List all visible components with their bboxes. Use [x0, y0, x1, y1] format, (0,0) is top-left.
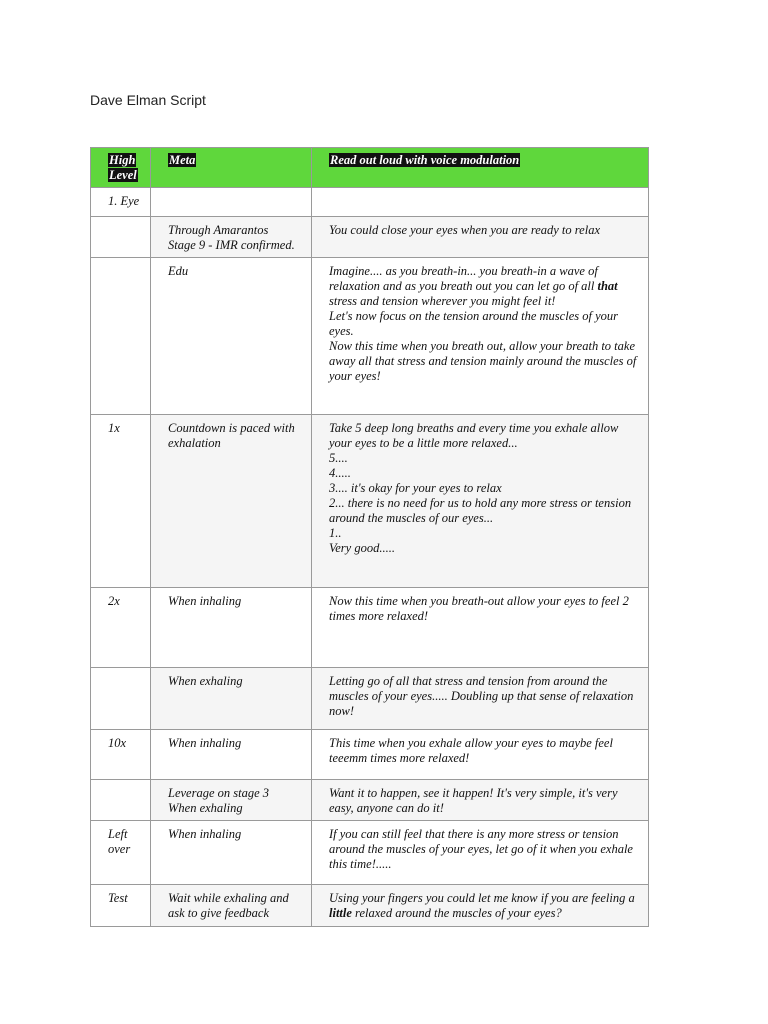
table-row	[91, 217, 649, 258]
table-row	[91, 780, 649, 821]
script-line: 2... there is no need for us to hold any more stress or tension around the muscles of our eyes...	[329, 496, 632, 525]
level-cell	[91, 668, 151, 730]
level-cell: 1x	[91, 415, 151, 588]
script-cell	[312, 780, 649, 821]
script-line: This time when you exhale allow your eyes to maybe feel teeemm times more relaxed!	[329, 736, 613, 765]
meta-line: When inhaling	[168, 827, 242, 841]
table-row	[91, 415, 649, 588]
table-row	[91, 885, 649, 927]
script-line: Using your fingers you could let me know if you are feeling a little relaxed around the muscles of your eyes?	[329, 891, 635, 920]
table-row	[91, 588, 649, 668]
script-line: 1..	[329, 526, 342, 540]
level-cell: Left over	[91, 821, 151, 885]
script-line: Now this time when you breath out, allow your breath to take away all that stress and tension mainly around the muscles of your eyes!	[329, 339, 637, 383]
script-line: You could close your eyes when you are ready to relax	[329, 223, 601, 237]
meta-line: Through Amarantos	[168, 223, 269, 237]
script-cell	[312, 730, 649, 780]
meta-line: When exhaling	[168, 801, 243, 815]
script-cell	[312, 188, 649, 217]
meta-cell	[151, 668, 312, 730]
script-table	[90, 147, 649, 927]
script-line: Now this time when you breath-out allow your eyes to feel 2 times more relaxed!	[329, 594, 629, 623]
script-cell	[312, 821, 649, 885]
meta-line: When exhaling	[168, 674, 243, 688]
table-header-row	[91, 148, 649, 188]
script-cell	[312, 217, 649, 258]
meta-line: When inhaling	[168, 736, 242, 750]
table-row	[91, 821, 649, 885]
script-line: 5....	[329, 451, 348, 465]
script-cell	[312, 588, 649, 668]
meta-line: Edu	[168, 264, 189, 278]
script-line: Very good.....	[329, 541, 395, 555]
level-cell	[91, 258, 151, 415]
script-line: 4.....	[329, 466, 351, 480]
level-cell: Test	[91, 885, 151, 927]
meta-line: Stage 9 - IMR confirmed.	[168, 238, 295, 252]
script-line: Want it to happen, see it happen! It's very simple, it's very easy, anyone can do it!	[329, 786, 618, 815]
meta-line: Wait while exhaling and ask to give feedback	[168, 891, 289, 920]
table-row	[91, 258, 649, 415]
script-cell	[312, 668, 649, 730]
level-cell: 1. Eye	[91, 188, 151, 217]
meta-cell	[151, 730, 312, 780]
script-cell	[312, 258, 649, 415]
table-row	[91, 668, 649, 730]
table-row	[91, 730, 649, 780]
script-cell	[312, 415, 649, 588]
script-cell	[312, 885, 649, 927]
meta-cell	[151, 188, 312, 217]
level-cell	[91, 780, 151, 821]
meta-cell	[151, 415, 312, 588]
meta-cell	[151, 821, 312, 885]
table-row	[91, 188, 649, 217]
meta-cell	[151, 217, 312, 258]
meta-line: When inhaling	[168, 594, 242, 608]
script-line: Let's now focus on the tension around the muscles of your eyes.	[329, 309, 618, 338]
script-line: If you can still feel that there is any more stress or tension around the muscles of your eyes, let go of it when you exhale this time!.....	[329, 827, 633, 871]
script-line: Take 5 deep long breaths and every time you exhale allow your eyes to be a little more relaxed...	[329, 421, 619, 450]
script-line: Imagine.... as you breath-in... you breath-in a wave of relaxation and as you breath out you can let go of all that stress and tension wherever you might feel it!	[329, 264, 618, 308]
meta-cell	[151, 258, 312, 415]
header-read-aloud: Read out loud with voice modulation	[312, 148, 649, 188]
meta-line: Countdown is paced with exhalation	[168, 421, 295, 450]
level-cell: 10x	[91, 730, 151, 780]
level-cell	[91, 217, 151, 258]
header-meta: Meta	[151, 148, 312, 188]
meta-cell	[151, 780, 312, 821]
meta-line: Leverage on stage 3	[168, 786, 270, 800]
document-title: Dave Elman Script	[90, 92, 206, 108]
script-line: Letting go of all that stress and tension from around the muscles of your eyes..... Doubling up that sense of relaxation now!	[329, 674, 634, 718]
level-cell: 2x	[91, 588, 151, 668]
header-high-level: High Level	[91, 148, 151, 188]
meta-cell	[151, 885, 312, 927]
meta-cell	[151, 588, 312, 668]
script-line: 3.... it's okay for your eyes to relax	[329, 481, 502, 495]
